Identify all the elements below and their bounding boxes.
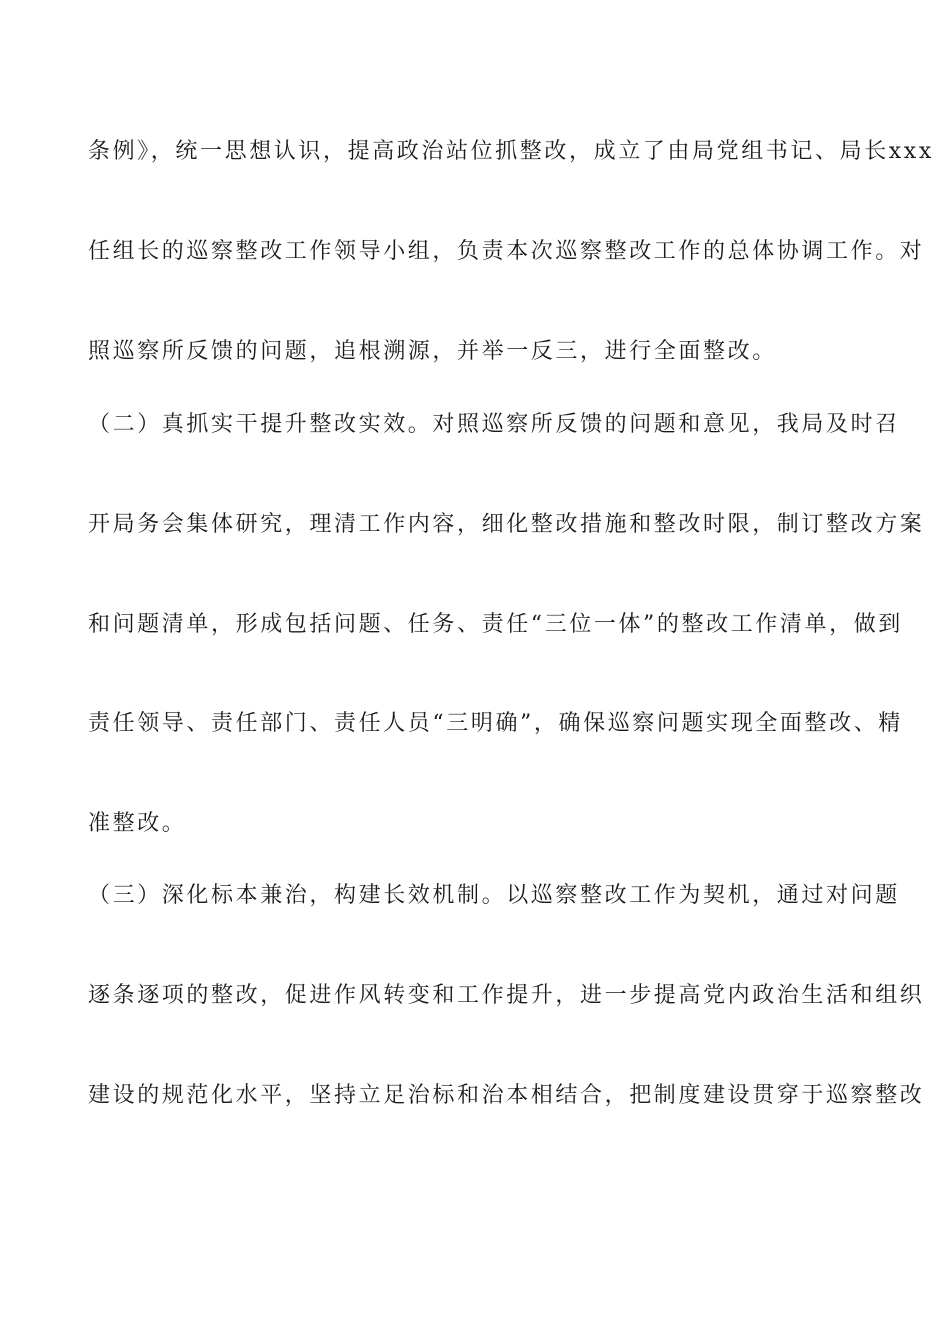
paragraph-line: 建设的规范化水平，坚持立足治标和治本相结合，把制度建设贯穿于巡察整改 [88, 1083, 925, 1108]
paragraph-line: （三）深化标本兼治，构建长效机制。以巡察整改工作为契机，通过对问题 [88, 883, 900, 908]
paragraph-line: 照巡察所反馈的问题，追根溯源，并举一反三，进行全面整改。 [88, 339, 777, 364]
paragraph-line: 责任领导、责任部门、责任人员“三明确”，确保巡察问题实现全面整改、精 [88, 711, 903, 736]
paragraph-line: 准整改。 [88, 811, 187, 836]
paragraph-line: 逐条逐项的整改，促进作风转变和工作提升，进一步提高党内政治生活和组织 [88, 983, 925, 1008]
paragraph-line: 条例》，统一思想认识，提高政治站位抓整改，成立了由局党组书记、局长xxx [88, 139, 934, 164]
paragraph-line: 开局务会集体研究，理清工作内容，细化整改措施和整改时限，制订整改方案 [88, 512, 925, 537]
paragraph-line: 和问题清单，形成包括问题、任务、责任“三位一体”的整改工作清单，做到 [88, 612, 903, 637]
paragraph-line: 任组长的巡察整改工作领导小组，负责本次巡察整改工作的总体协调工作。对 [88, 239, 925, 264]
paragraph-line: （二）真抓实干提升整改实效。对照巡察所反馈的问题和意见，我局及时召 [88, 412, 900, 437]
